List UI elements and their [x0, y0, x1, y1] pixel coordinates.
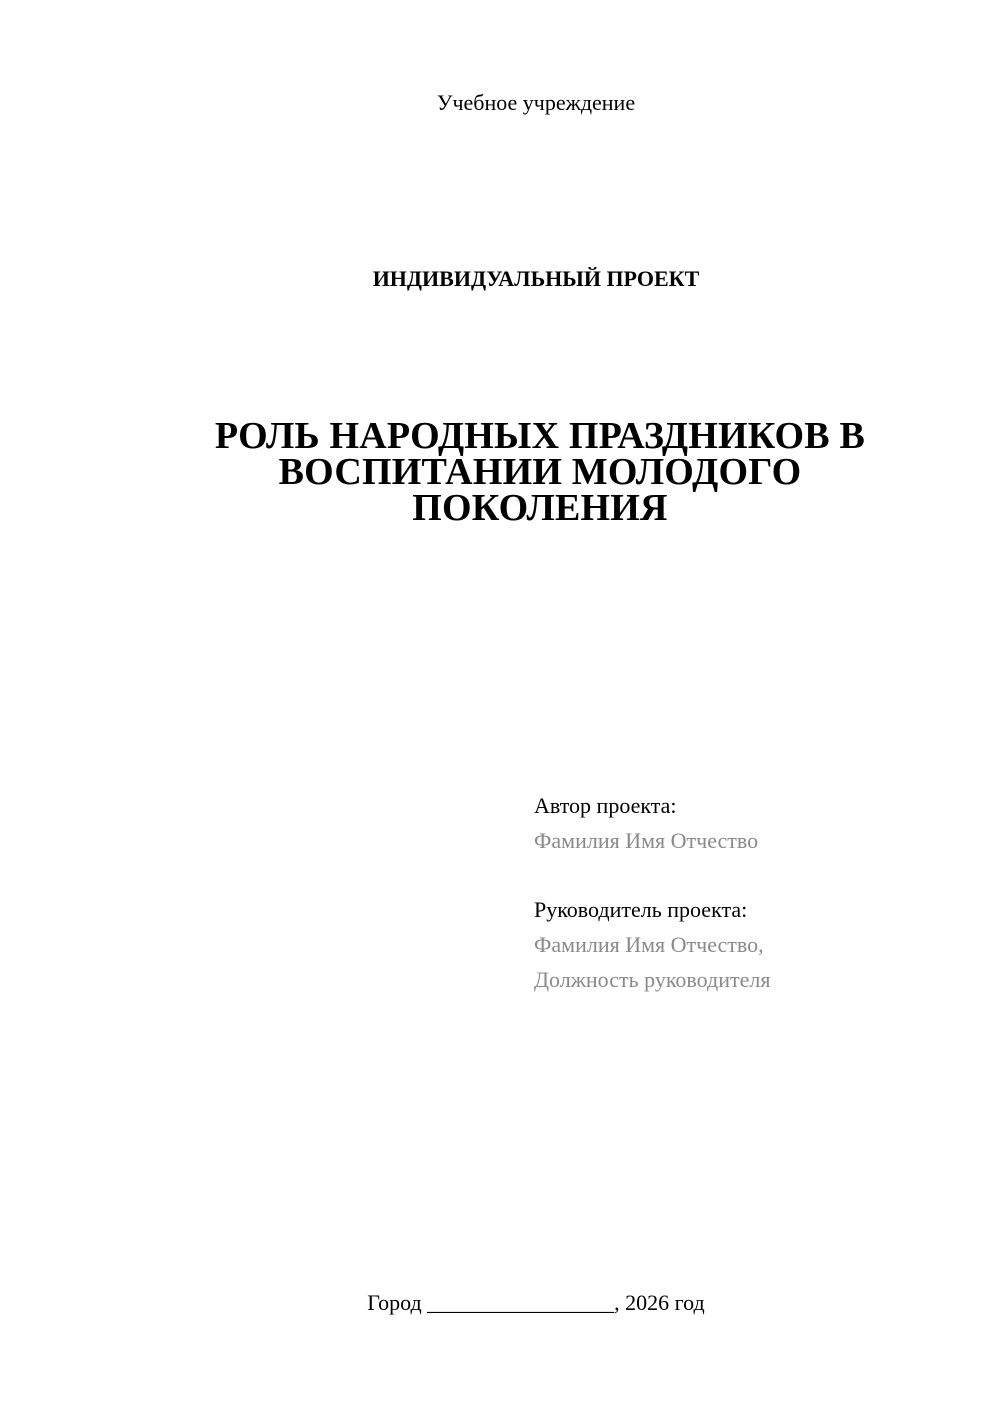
supervisor-position: Должность руководителя	[534, 967, 771, 992]
city-year-footer: Город _________________, 2026 год	[367, 1290, 705, 1315]
supervisor-name: Фамилия Имя Отчество,	[534, 932, 764, 957]
project-title-line: ПОКОЛЕНИЯ	[412, 487, 668, 529]
project-title-line: РОЛЬ НАРОДНЫХ ПРАЗДНИКОВ В	[214, 415, 866, 457]
institution-name: Учебное учреждение	[436, 90, 636, 115]
author-name: Фамилия Имя Отчество	[534, 828, 759, 853]
author-label: Автор проекта:	[534, 793, 677, 818]
project-info-block	[534, 788, 770, 997]
spacer	[534, 858, 770, 892]
project-title-line: ВОСПИТАНИИ МОЛОДОГО	[278, 451, 802, 493]
supervisor-label: Руководитель проекта:	[534, 897, 748, 922]
project-title	[190, 415, 890, 529]
document-type: ИНДИВИДУАЛЬНЫЙ ПРОЕКТ	[372, 266, 700, 291]
